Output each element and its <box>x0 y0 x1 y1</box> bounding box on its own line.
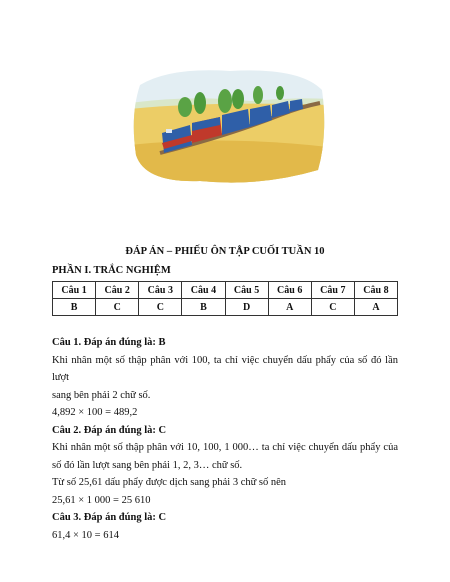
answer-cell: D <box>225 299 268 316</box>
section-heading: PHẦN I. TRẮC NGHIỆM <box>52 265 171 276</box>
answer-cell: C <box>96 299 139 316</box>
question-2-heading: Câu 2. Đáp án đúng là: C <box>52 424 167 436</box>
table-header-cell: Câu 7 <box>311 282 354 299</box>
answer-cell: B <box>182 299 225 316</box>
answer-cell: A <box>268 299 311 316</box>
answer-cell: C <box>139 299 182 316</box>
answer-cell: A <box>354 299 397 316</box>
table-row <box>53 299 398 316</box>
answer-explanations <box>52 334 398 544</box>
table-header-row <box>53 282 398 299</box>
table-header-cell: Câu 1 <box>53 282 96 299</box>
table-header-cell: Câu 2 <box>96 282 139 299</box>
answer-cell: B <box>53 299 96 316</box>
answer-cell: C <box>311 299 354 316</box>
table-header-cell: Câu 3 <box>139 282 182 299</box>
page-title: ĐÁP ÁN – PHIẾU ÔN TẬP CUỐI TUẦN 10 <box>125 246 325 257</box>
paragraph-line: Khi nhân một số thập phân với 10, 100, 1 000… ta chỉ việc chuyển dấu phẩy của <box>52 442 398 453</box>
train-illustration <box>130 65 328 185</box>
equation-line: 4,892 × 100 = 489,2 <box>52 407 138 418</box>
paragraph-line: số đó lần lượt sang bên phải 1, 2, 3… chữ số. <box>52 459 243 471</box>
table-header-cell: Câu 6 <box>268 282 311 299</box>
equation-line: 25,61 × 1 000 = 25 610 <box>52 494 151 506</box>
question-3-heading: Câu 3. Đáp án đúng là: C <box>52 512 167 523</box>
table-header-cell: Câu 5 <box>225 282 268 299</box>
paragraph-line: Khi nhân một số thập phân với 100, ta chỉ việc chuyển dấu phẩy của số đó lần lượt <box>52 354 398 383</box>
answer-table <box>52 281 398 316</box>
table-header-cell: Câu 8 <box>354 282 397 299</box>
question-1-heading: Câu 1. Đáp án đúng là: B <box>52 337 166 348</box>
paragraph-line: Từ số 25,61 dấu phẩy được dịch sang phải 3 chữ số nên <box>52 477 287 488</box>
paragraph-line: sang bên phải 2 chữ số. <box>52 389 151 401</box>
equation-line: 61,4 × 10 = 614 <box>52 529 119 541</box>
table-header-cell: Câu 4 <box>182 282 225 299</box>
